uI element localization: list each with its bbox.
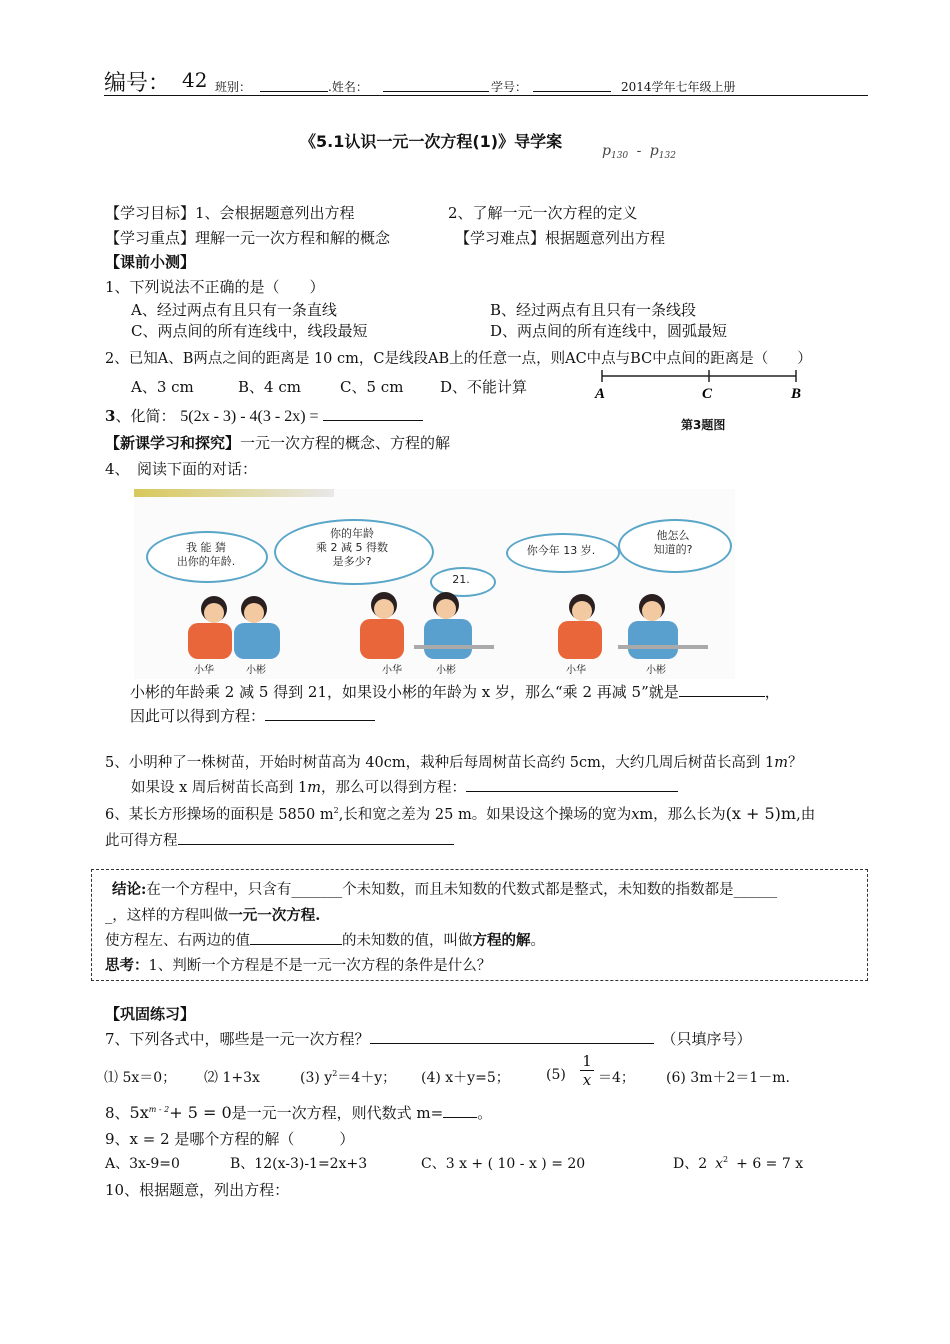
q5-unit-2: m [307,780,321,796]
q6-blank[interactable] [178,830,454,845]
q7-text: 7、下列各式中，哪些是一元一次方程？ [105,1030,370,1048]
goal-label: 【学习目标】 [105,204,196,222]
q5-blank[interactable] [466,777,678,792]
point-b-label: B [791,386,802,402]
fraction-denominator: x [582,1071,592,1089]
kid-label-4: 小彬 [436,665,456,676]
q3-expression: 5(2x - 3) - 4(3 - 2x) = [180,408,319,425]
q9-option-b: B、12(x-3)-1=2x+3 [230,1156,368,1172]
q4-text: 4、 阅读下面的对话： [105,460,258,478]
bubble-4-text: 你今年 13 岁. [526,544,596,557]
q1-option-c: C、两点间的所有连线中，线段最短 [131,322,368,340]
name-label: .姓名： [328,80,368,94]
q7-item-3-sup: 2 [332,1069,338,1078]
q7-blank[interactable] [370,1029,654,1044]
q5-unit: m [774,755,788,771]
goals-line [105,202,355,223]
grade-label: 2014学年七年级上册 [621,80,736,94]
practice-label: 【巩固练习】 [105,1005,196,1023]
conclusion-text-3c: 。 [530,933,545,949]
figure-caption: 第3题图 [681,418,726,432]
think-label: 思考： [105,957,149,974]
bubble-2-text [284,527,420,569]
conclusion-text-3b: 的未知数的值，叫做 [342,933,473,949]
q4-blank-1[interactable] [679,682,765,697]
q6-text-2: 此可得方程 [105,833,178,849]
difficulty-text: 根据题意列出方程 [545,229,666,247]
kid-label-2: 小彬 [246,665,266,676]
q6-text-1b: ,长和宽之差为 25 m。如果设这个操场的宽为 [338,807,632,823]
conclusion-line-2 [105,904,320,925]
q6-x: x [631,807,640,823]
q6-line-2 [105,829,454,850]
bubble-2-line-2: 乘 2 减 5 得数 [316,541,388,554]
q8-expression: 5x [129,1103,149,1122]
page-range [602,143,676,161]
number-value: 42 [182,68,208,92]
q7-fraction [580,1052,594,1089]
q6-expression: (x + 5)m [725,804,797,823]
q8-exponent: m - 2 [148,1105,170,1114]
bubble-3-text: 21. [452,573,470,586]
page-from: p [602,143,611,159]
q8-text: 是一元一次方程，则代数式 m= [231,1104,444,1122]
q5-line-1 [105,751,802,772]
q7-item-1: ⑴ 5x＝0； [104,1070,177,1086]
q9-option-a: A、3x-9=0 [105,1156,180,1172]
new-lesson-line [105,432,450,453]
q8-end: 。 [477,1104,493,1122]
q7-item-5-label: (5) [546,1067,566,1083]
q6-line-1 [105,803,815,824]
q2-option-d: D、不能计算 [440,378,528,396]
q9-text: 9、x = 2 是哪个方程的解（ ） [105,1130,355,1148]
q3-line [105,405,423,426]
dialogue-illustration [134,489,735,679]
page-to: p [649,143,659,159]
bubble-2-line-1: 你的年龄 [330,527,374,540]
difficulty-label: 【学习难点】 [455,229,546,247]
conclusion-line-1 [112,878,777,899]
think-text: 1、判断一个方程是不是一元一次方程的条件是什么？ [148,958,492,974]
student-no-label: 学号： [491,80,528,94]
term-solution: 方程的解 [472,932,531,949]
page-dash: - [636,143,642,159]
q5-text-2a: 如果设 x 周后树苗长高到 1 [131,780,308,796]
q9-d-x: x [715,1156,724,1172]
q7-item-5-rest: ＝4； [598,1070,635,1086]
q9-option-d [673,1153,803,1173]
q9-d-rest: + 6 = 7 x [736,1156,804,1172]
q7-item-6: (6) 3m＋2＝1－m. [666,1070,791,1086]
q2-option-a: A、3 cm [131,378,194,396]
segment-figure [590,364,810,404]
conclusion-blank[interactable] [250,930,342,945]
q6-text-1c: m，那么长为 [639,807,726,823]
q3-answer-blank[interactable] [323,406,423,421]
conclusion-text-1: 在一个方程中，只含有_______个未知数，而且未知数的代数式都是整式，未知数的指数都是______ [146,882,778,898]
q4-text-1: 小彬的年龄乘 2 减 5 得到 21，如果设小彬的年龄为 x 岁，那么“乘 2 再减 5”就是 [130,683,679,701]
q9-d-sup: 2 [723,1155,729,1164]
bubble-5-line-1: 他怎么 [656,529,690,542]
q8-expression-rest: + 5 = 0 [169,1103,232,1122]
pretest-label: 【课前小测】 [105,253,196,271]
q6-text-1d: ,由 [796,807,816,823]
q4-text-1-end: ， [764,683,780,701]
q2-text: 2、已知A、B两点之间的距离是 10 cm，C是线段AB上的任意一点，则AC中点与BC中点间的距离是（ ） [105,351,812,367]
q6-square: 2 [333,806,339,815]
focus-text: 理解一元一次方程和解的概念 [195,229,391,247]
q5-line-2 [131,776,678,797]
goal-2: 2、了解一元一次方程的定义 [448,204,638,222]
q6-text-1a: 6、某长方形操场的面积是 5850 m [105,807,334,823]
focus-line [105,227,390,248]
think-line [105,954,491,975]
kid-label-5: 小华 [566,665,586,676]
conclusion-text-2: _，这样的方程叫做 [105,908,229,924]
page-to-sub: 132 [658,151,676,161]
q8-blank[interactable] [443,1103,477,1118]
kid-label-3: 小华 [382,665,402,676]
conclusion-text-3a: 使方程左、右两边的值 [105,933,250,949]
image-top-strip [134,489,334,497]
new-lesson-text: 一元一次方程的概念、方程的解 [240,434,451,452]
q7-item-3 [300,1067,396,1087]
student-no-blank[interactable] [533,78,611,92]
q9-option-c: C、3 x + ( 10 - x ) = 20 [421,1156,586,1172]
kid-label-1: 小华 [194,665,214,676]
name-blank[interactable] [383,78,489,92]
q1-text: 1、下列说法不正确的是（ ） [105,278,325,296]
q3-text: 、化简： [115,407,176,425]
q7-note: （只填序号） [661,1030,752,1048]
q5-question-mark: ？ [787,755,803,771]
q1-option-d: D、两点间的所有连线中，圆弧最短 [490,322,728,340]
q8-number: 8、 [105,1104,130,1122]
q7-item-3-b: ＝4＋y； [337,1070,397,1086]
number-label: 编号： [104,71,171,96]
kid-group-2 [360,592,494,659]
difficulty-line [455,227,665,248]
q9-d-prefix: D、2 [673,1156,708,1172]
conclusion-label: 结论: [112,881,147,898]
bubble-1-line-2: 出你的年龄. [176,555,236,568]
q1-option-b: B、经过两点有且只有一条线段 [490,301,697,319]
q8-line [105,1102,492,1123]
q2-option-b: B、4 cm [238,378,301,396]
new-lesson-label: 【新课学习和探究】 [105,434,241,452]
fraction-numerator: 1 [582,1052,592,1070]
bubble-1-line-1: 我 能 猜 [186,541,226,554]
q10-text: 10、根据题意，列出方程： [105,1181,290,1199]
q2-option-c: C、5 cm [340,378,404,396]
q7-item-3-a: (3) y [300,1070,333,1086]
page-title: 《5.1认识一元一次方程(1)》导学案 [300,132,563,151]
kids-drawing [134,589,735,661]
point-a-label: A [595,386,606,402]
conclusion-line-3 [105,929,545,950]
q7-item-2: ⑵ 1+3x [204,1070,260,1086]
q3-number: 3 [105,407,116,425]
q5-text-1: 5、小明种了一株树苗，开始时树苗高为 40cm，栽种后每周树苗长高约 5cm，大约几周后树苗长高到 1 [105,755,775,771]
bubble-1-text [156,541,256,569]
bubble-5-text [624,529,722,557]
point-c-label: C [702,386,713,402]
bubble-2-line-3: 是多少? [332,555,372,568]
q5-text-2b: ，那么可以得到方程： [320,780,466,796]
focus-label: 【学习重点】 [105,229,196,247]
term-linear-equation: 一元一次方程. [228,907,321,924]
goal-1: 1、会根据题意列出方程 [195,204,355,222]
q4-line-1 [130,681,780,702]
kid-label-6: 小彬 [646,665,666,676]
q1-option-a: A、经过两点有且只有一条直线 [131,301,337,319]
kid-group-1 [188,596,280,659]
q4-line-2 [130,705,375,726]
q7-line [105,1028,752,1049]
header-rule [104,95,868,96]
q7-item-4: (4) x＋y=5； [421,1070,510,1086]
kid-group-3 [558,594,708,659]
page-from-sub: 130 [610,151,629,161]
q4-text-2: 因此可以得到方程： [130,707,266,725]
bubble-5-line-2: 知道的? [653,543,693,556]
class-blank[interactable] [260,78,328,92]
class-label: 班别： [215,80,252,94]
q4-blank-2[interactable] [265,706,375,721]
